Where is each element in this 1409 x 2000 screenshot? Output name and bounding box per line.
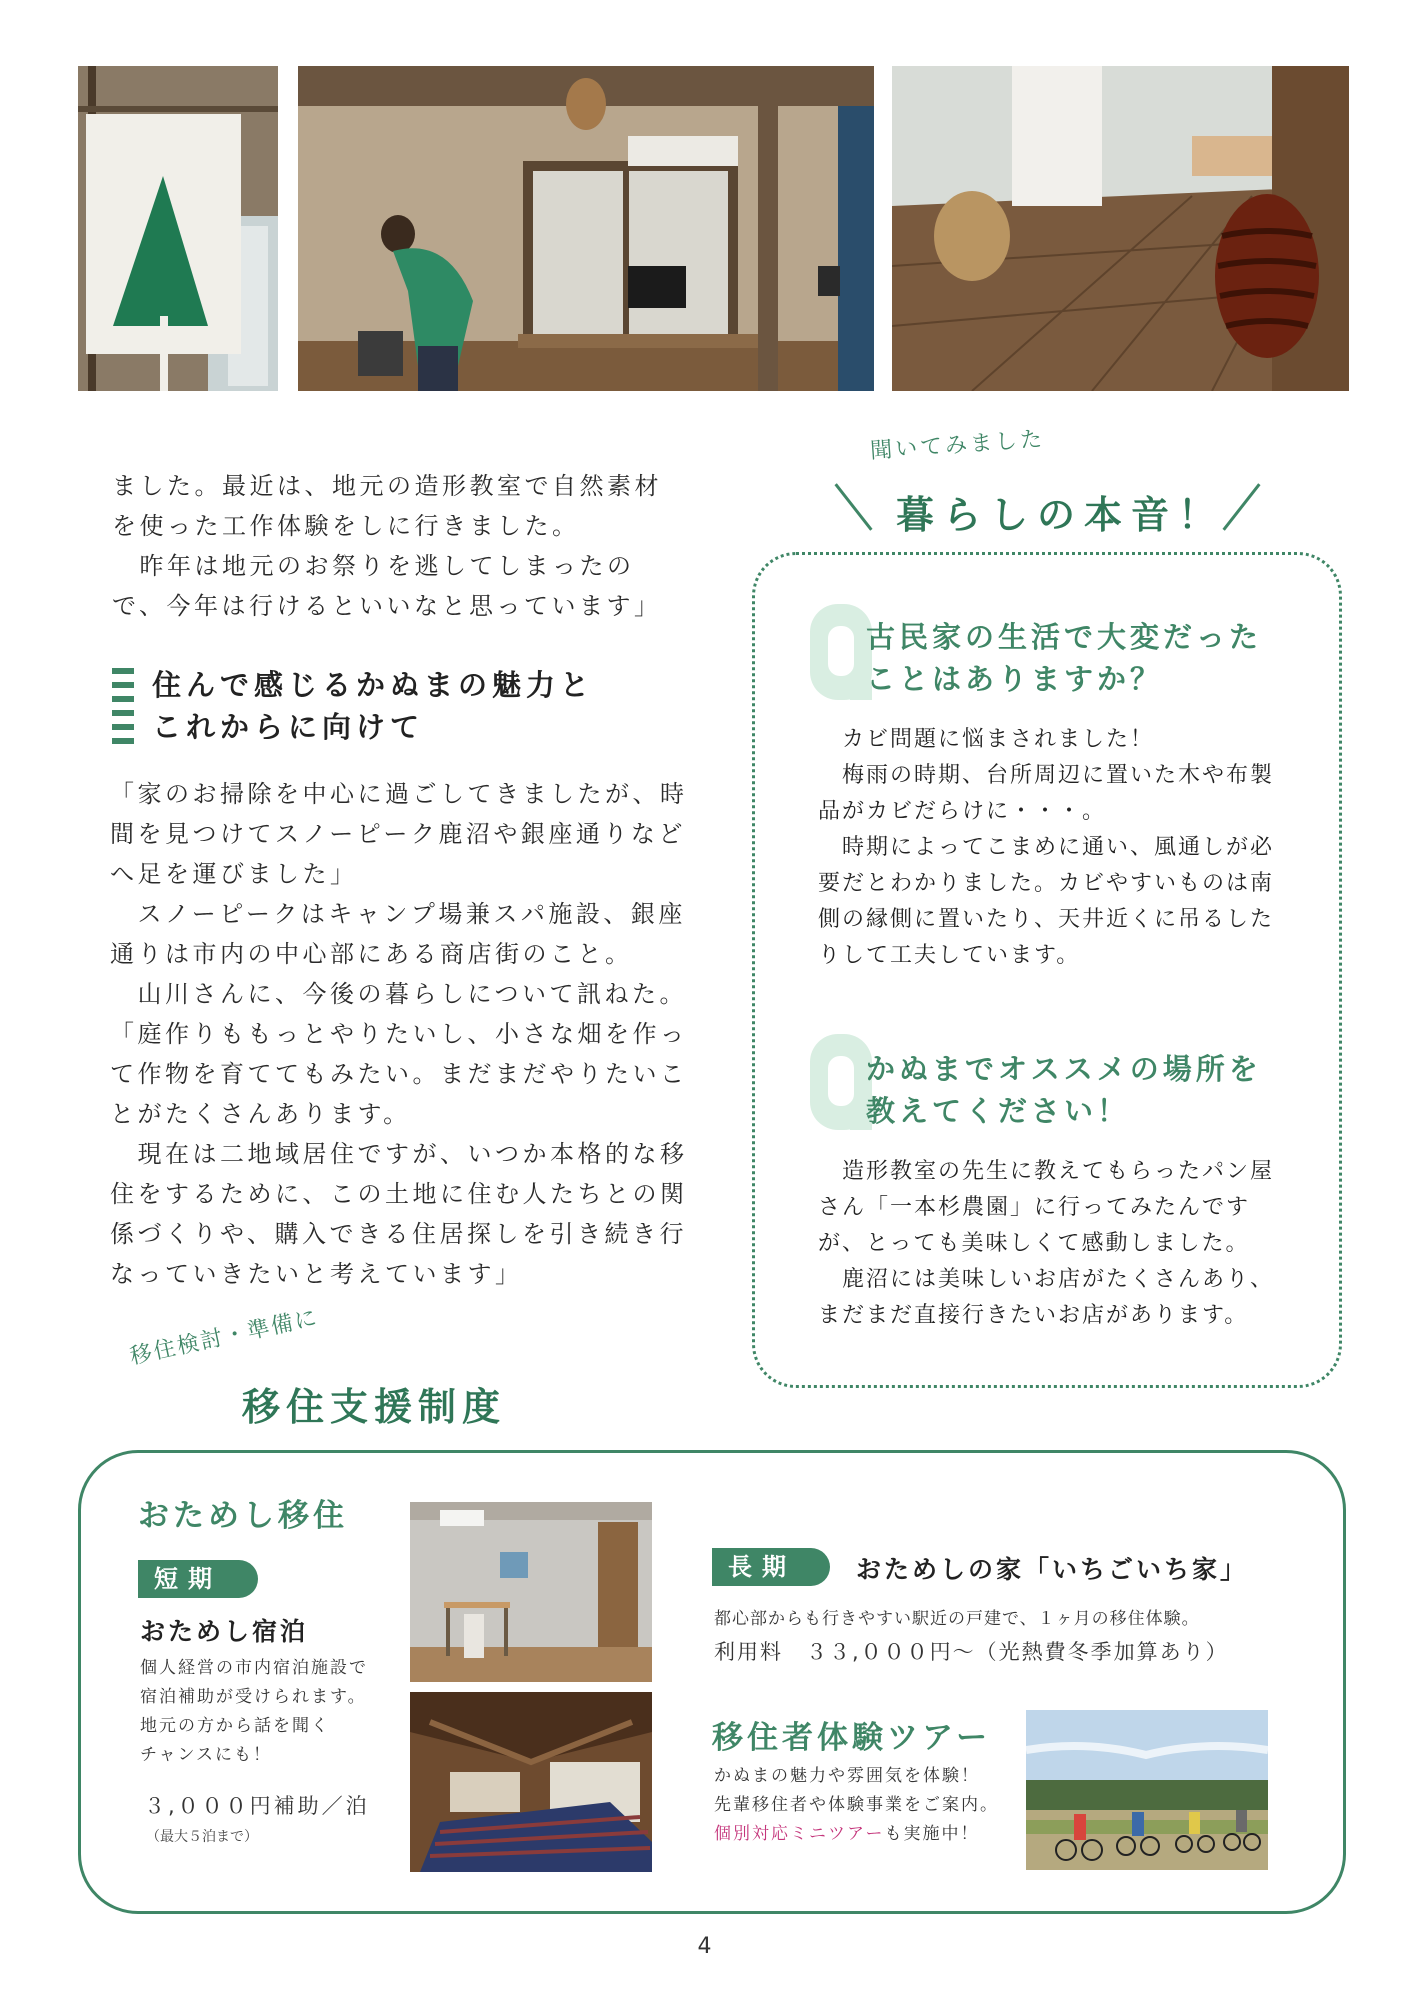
short-term-tag: 短期 [138, 1560, 258, 1598]
title-slash-right [1222, 483, 1260, 531]
tour-note [714, 1820, 980, 1849]
support-title: 移住支援制度 [242, 1385, 507, 1429]
title-slash-left [834, 483, 872, 531]
heading-bars [112, 668, 134, 744]
photo-cycling-tour [1026, 1710, 1268, 1870]
mini-tour-highlight: 個別対応ミニツアー [714, 1824, 885, 1844]
q-badge-icon [810, 1034, 872, 1130]
photo-bedroom [410, 1692, 652, 1872]
support-kicker: 移住検討・準備に [127, 1305, 321, 1370]
tour-heading: 移住者体験ツアー [712, 1720, 992, 1756]
photo-guest-room [410, 1502, 652, 1682]
long-term-desc: 都心部からも行きやすい駅近の戸建で、１ヶ月の移住体験。 [714, 1609, 1200, 1629]
photo-engawa-corridor [892, 66, 1349, 391]
otameshi-heading: おためし移住 [138, 1498, 348, 1534]
page-number: 4 [697, 1934, 712, 1959]
section-title: 住んで感じるかぬまの魅力と これからに向けて [152, 668, 595, 744]
photo-noren-entrance [78, 66, 278, 391]
article-body: 「家のお掃除を中心に過ごしてきましたが、時 間を見つけてスノーピーク鹿沼や銀座通りなど へ足を運びました」 スノーピークはキャンプ場兼スパ施設、銀座 通りは市内の中心部にある商店街のこと。 山川さんに、今後の暮らしについて訊ねた。 「庭作りももっとやりたいし、小さな畑を作っ て作物を育ててもみたい。まだまだやりたいこ とがたくさんあります。 現在は二地域居住ですが、いつか本格的な移 住をするために、この土地に住む人たちとの関 係づくりや、購入できる住居探しを引き続き行 なっていきたいと考えています」 [110, 780, 688, 1288]
long-term-title: おためしの家「いちごいち家」 [856, 1555, 1249, 1584]
tour-desc: かぬまの魅力や雰囲気を体験！ 先輩移住者や体験事業をご案内。 [714, 1766, 999, 1815]
photo-room-kitchen [298, 66, 874, 391]
long-term-price: 利用料 ３３,０００円〜（光熱費冬季加算あり） [714, 1640, 1229, 1664]
q-badge-icon [810, 604, 872, 700]
short-term-title: おためし宿泊 [140, 1617, 309, 1646]
question-1: 古民家の生活で大変だった ことはありますか？ [866, 620, 1263, 696]
qa-title: 暮らしの本音！ [896, 493, 1226, 537]
mini-tour-suffix: も実施中！ [884, 1824, 980, 1844]
answer-2: 造形教室の先生に教えてもらったパン屋 さん「一本杉農園」に行ってみたんです が、とっても美味しくて感動しました。 鹿沼には美味しいお店がたくさんあり、 まだまだ直接行きたいお店があります。 [818, 1159, 1275, 1328]
article-section-heading [112, 664, 672, 750]
subsidy-note: （最大５泊まで） [146, 1829, 258, 1845]
short-term-desc: 個人経営の市内宿泊施設で 宿泊補助が受けられます。 地元の方から話を聞く チャンスにも！ [140, 1658, 368, 1765]
article-intro: ました。最近は、地元の造形教室で自然素材 を使った工作体験をしに行きました。 昨年は地元のお祭りを逃してしまったの で、今年は行けるといいなと思っています」 [112, 472, 662, 620]
question-2: かぬまでオススメの場所を 教えてください！ [866, 1052, 1262, 1128]
subsidy-amount: ３,０００円補助／泊 [144, 1794, 370, 1818]
answer-1: カビ問題に悩まされました！ 梅雨の時期、台所周辺に置いた木や布製 品がカビだらけに・・・。 時期によってこまめに通い、風通しが必 要だとわかりました。カビやすいものは南 側の縁側に置いたり、天井近くに吊るした りして工夫しています。 [818, 727, 1275, 968]
long-term-tag: 長期 [712, 1548, 830, 1586]
qa-kicker: 聞いてみました [869, 426, 1046, 465]
